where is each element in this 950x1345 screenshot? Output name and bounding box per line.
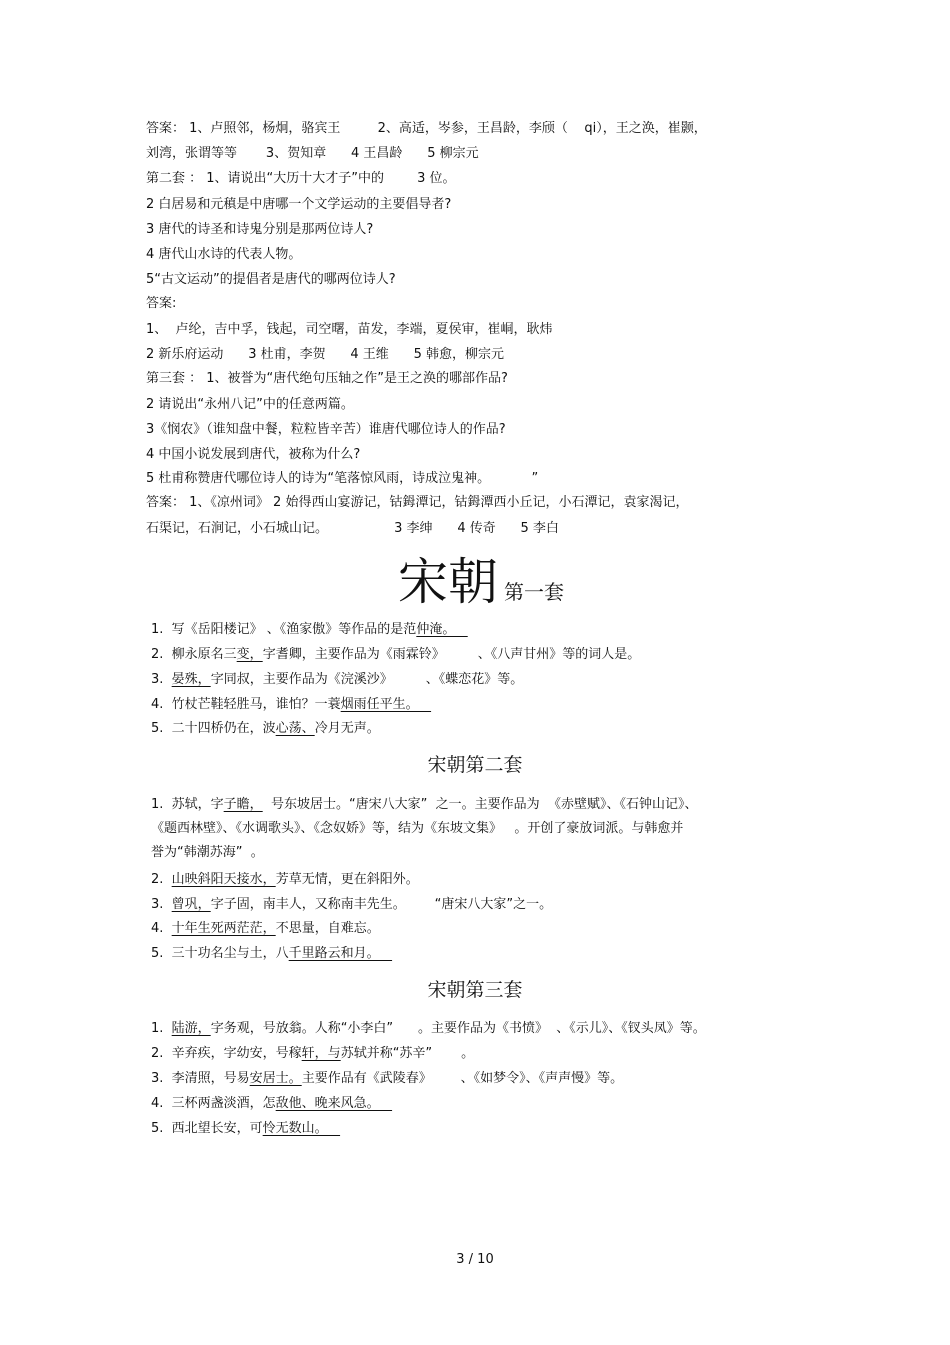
song-set2-item: 2. 山映斜阳天接水，芳草无情，更在斜阳外。	[151, 872, 419, 887]
question-line: 4 唐代山水诗的代表人物。	[146, 247, 302, 262]
question-line: 2 请说出“永州八记”中的任意两篇。	[146, 397, 354, 412]
page-number: 3 / 10	[456, 1252, 494, 1267]
question-line: 第三套 ： 1、被誉为“唐代绝句压轴之作”是王之涣的哪部作品?	[146, 371, 508, 386]
question-line: 第二套 ： 1、请说出“大历十大才子”中的 3 位。	[146, 171, 456, 186]
song-section-title	[398, 552, 564, 612]
question-line: 3《悯农》（谁知盘中餐，粒粒皆辛苦）谁唐代哪位诗人的作品?	[146, 422, 506, 437]
song-set2-item: 4. 十年生死两茫茫，不思量，自难忘。	[151, 921, 380, 936]
song-set3-item: 3. 李清照，号易安居士。主要作品有《武陵春》 、《如梦令》、《声声慢》等。	[151, 1071, 624, 1086]
answer-line: 答案： 1、《凉州词》 2 始得西山宴游记，钴鉧潭记，钴鉧潭西小丘记，小石潭记，袁家渴记，	[146, 495, 689, 510]
song-set2-item: 5. 三十功名尘与土，八千里路云和月。	[151, 946, 393, 961]
song-set2-item: 誉为“韩潮苏海” 。	[151, 845, 264, 860]
answer-line: 1、 卢纶，吉中孚，钱起，司空曙，苗发，李端，夏侯审，崔峒，耿炜	[146, 322, 553, 337]
song-set3-item: 4. 三杯两盏淡酒，怎敌他、晚来风急。	[151, 1096, 393, 1111]
song-set2-item: 1. 苏轼，字子瞻， 号东坡居士。“唐宋八大家” 之一。主要作品为 《赤壁赋》、《石钟山记》、	[151, 797, 698, 812]
question-line: 5“古文运动”的提倡者是唐代的哪两位诗人?	[146, 272, 396, 287]
song-set3-item: 2. 辛弃疾，字幼安，号稼轩，与苏轼并称“苏辛” 。	[151, 1046, 475, 1061]
song-set2-item: 《题西林壁》、《水调歌头》、《念奴娇》等，结为《东坡文集》 。开创了豪放词派。与韩愈并	[151, 821, 684, 836]
answer-line: 答案： 1、卢照邻，杨炯，骆宾王 2、高适，岑参，王昌龄，李颀（ qi），王之涣，崔颢，	[146, 121, 707, 136]
song-title-set: 第一套	[504, 580, 564, 604]
answer-line: 石渠记，石涧记，小石城山记。 3 李绅 4 传奇 5 李白	[146, 521, 559, 536]
question-line: 4 中国小说发展到唐代，被称为什么?	[146, 447, 361, 462]
question-line: 5 杜甫称赞唐代哪位诗人的诗为“笔落惊风雨，诗成泣鬼神。 ”	[146, 471, 539, 486]
song-set1-item: 3. 晏殊，字同叔，主要作品为《浣溪沙》 、《蝶恋花》等。	[151, 672, 524, 687]
song-set3-item: 1. 陆游，字务观，号放翁。人称“小李白” 。主要作品为《书愤》 、《示儿》、《钗头凤》等。	[151, 1021, 706, 1036]
song-title-main: 宋朝	[398, 553, 498, 611]
answer-line: 2 新乐府运动 3 杜甫，李贺 4 王维 5 韩愈，柳宗元	[146, 347, 504, 362]
song-set2-title: 宋朝第二套	[427, 754, 523, 776]
answer-label: 答案:	[146, 296, 177, 311]
song-set1-item: 4. 竹杖芒鞋轻胜马，谁怕？一蓑烟雨任平生。	[151, 697, 432, 712]
question-line: 2 白居易和元稹是中唐哪一个文学运动的主要倡导者?	[146, 197, 452, 212]
song-set3-title: 宋朝第三套	[427, 979, 523, 1001]
song-set1-item: 5. 二十四桥仍在，波心荡、冷月无声。	[151, 721, 380, 736]
song-set2-item: 3. 曾巩，字子固，南丰人，又称南丰先生。 “唐宋八大家”之一。	[151, 897, 553, 912]
answer-line: 刘湾，张谓等等 3、贺知章 4 王昌龄 5 柳宗元	[146, 146, 479, 161]
song-set3-item: 5. 西北望长安，可怜无数山。	[151, 1121, 341, 1136]
song-set1-item: 2. 柳永原名三变，字耆卿，主要作品为《雨霖铃》 、《八声甘州》等的词人是。	[151, 647, 641, 662]
song-set1-item: 1. 写《岳阳楼记》 、《渔家傲》等作品的是范仲淹。	[151, 622, 468, 637]
question-line: 3 唐代的诗圣和诗鬼分别是那两位诗人?	[146, 222, 374, 237]
